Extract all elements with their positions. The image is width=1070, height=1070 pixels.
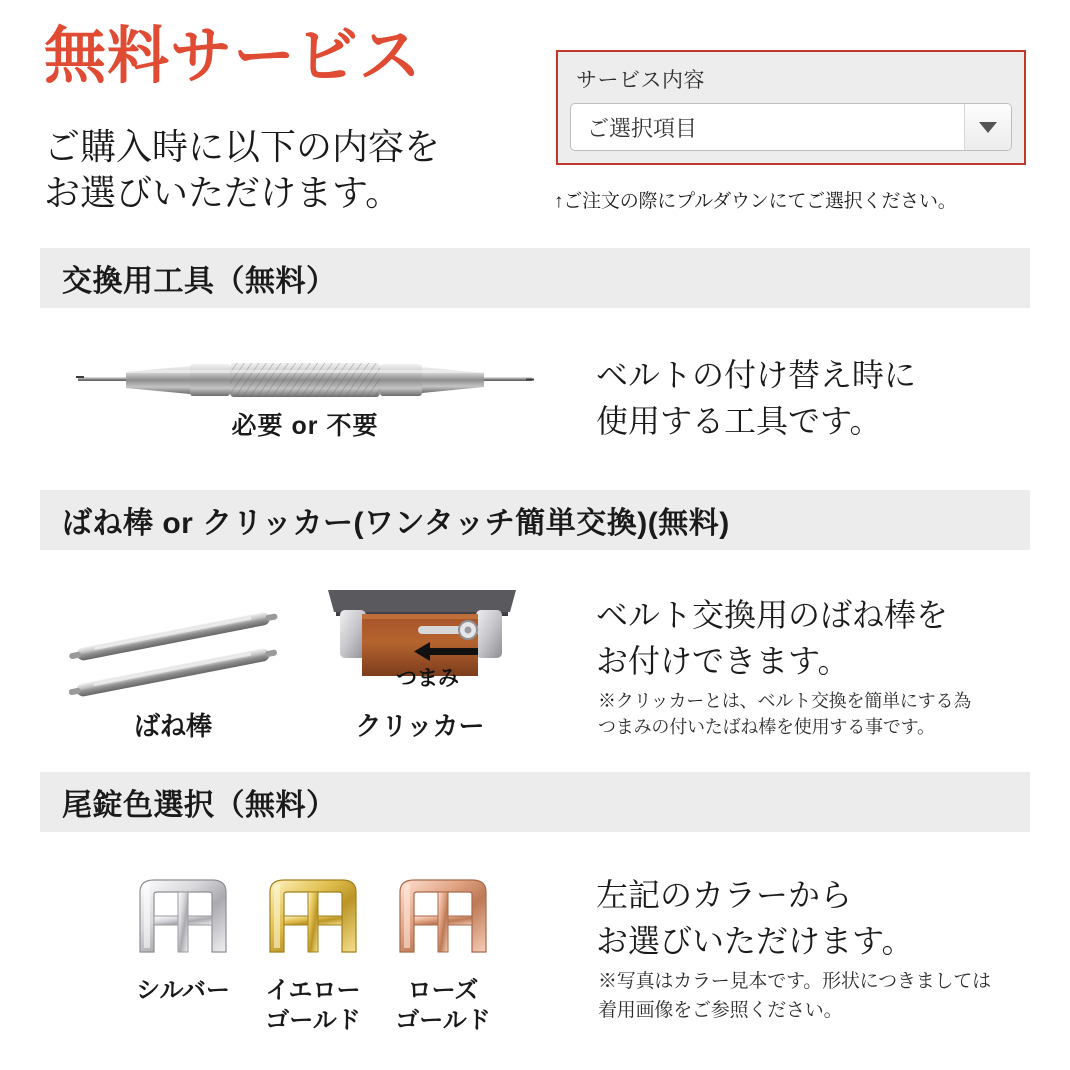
buckle-note-line1: ※写真はカラー見本です。形状につきましては bbox=[598, 971, 991, 992]
chevron-down-icon[interactable] bbox=[964, 104, 1011, 150]
springbar-description-line1: ベルト交換用のばね棒を bbox=[596, 597, 949, 633]
buckle-note bbox=[598, 968, 991, 1025]
clicker-knob-label: つまみ bbox=[396, 667, 459, 690]
springbar-description bbox=[596, 592, 948, 685]
section-banner-buckle-label: 尾錠色選択（無料） bbox=[62, 789, 337, 822]
buckle-caption-rose-gold-line1: ローズ bbox=[407, 977, 479, 1004]
page-subtitle-line2: お選びいただけます。 bbox=[44, 172, 402, 214]
clicker-caption: クリッカー bbox=[355, 711, 485, 741]
springbar-note bbox=[598, 688, 971, 740]
buckle-image-silver bbox=[128, 872, 238, 962]
service-select-group bbox=[556, 50, 1026, 165]
section-banner-springbar bbox=[40, 490, 1030, 550]
buckle-note-line2: 着用画像をご参照ください。 bbox=[598, 999, 843, 1021]
buckle-description-line1: 左記のカラーから bbox=[596, 877, 853, 913]
page-subtitle bbox=[44, 124, 440, 216]
service-select-label: サービス内容 bbox=[576, 69, 705, 92]
service-select-value: ご選択項目 bbox=[587, 115, 698, 141]
buckle-description bbox=[596, 872, 913, 965]
springbar-note-line2: つまみの付いたばね棒を使用する事です。 bbox=[598, 717, 935, 738]
springbar-description-line2: お付けできます。 bbox=[596, 643, 850, 680]
spring-bar-tool-image bbox=[70, 350, 540, 410]
section-banner-springbar-label: ばね棒 or クリッカー(ワンタッチ簡単交換)(無料) bbox=[62, 507, 730, 540]
buckle-caption-rose-gold-line2: ゴールド bbox=[395, 1007, 491, 1034]
buckle-caption-silver bbox=[118, 976, 248, 1006]
spring-bar-image bbox=[58, 600, 288, 710]
tool-description-line2: 使用する工具です。 bbox=[596, 403, 882, 440]
buckle-caption-yellow-gold-line2: ゴールド bbox=[265, 1007, 361, 1034]
section-banner-buckle bbox=[40, 772, 1030, 832]
buckle-caption-rose-gold bbox=[378, 976, 508, 1036]
header bbox=[0, 0, 1070, 232]
page-subtitle-line1: ご購入時に以下の内容を bbox=[44, 126, 441, 167]
buckle-caption-yellow-gold-line1: イエロー bbox=[265, 977, 361, 1004]
caret-shape bbox=[979, 122, 997, 133]
clicker-image bbox=[318, 590, 523, 700]
tool-description bbox=[596, 352, 916, 445]
tool-description-line1: ベルトの付け替え時に bbox=[596, 357, 917, 393]
section-banner-tool bbox=[40, 248, 1030, 308]
page-title: 無料サービス bbox=[44, 22, 423, 91]
buckle-image-rose-gold bbox=[388, 872, 498, 962]
service-select-note: ↑ご注文の際にプルダウンにてご選択ください。 bbox=[554, 191, 957, 212]
buckle-image-yellow-gold bbox=[258, 872, 368, 962]
service-select[interactable] bbox=[570, 103, 1012, 151]
springbar-note-line1: ※クリッカーとは、ベルト交換を簡単にする為 bbox=[598, 691, 972, 711]
buckle-caption-silver-line1: シルバー bbox=[136, 977, 230, 1004]
buckle-caption-yellow-gold bbox=[248, 976, 378, 1036]
spring-bar-caption: ばね棒 bbox=[133, 711, 212, 741]
tool-caption: 必要 or 不要 bbox=[231, 412, 379, 440]
section-banner-tool-label: 交換用工具（無料） bbox=[62, 265, 337, 298]
buckle-description-line2: お選びいただけます。 bbox=[596, 923, 914, 960]
